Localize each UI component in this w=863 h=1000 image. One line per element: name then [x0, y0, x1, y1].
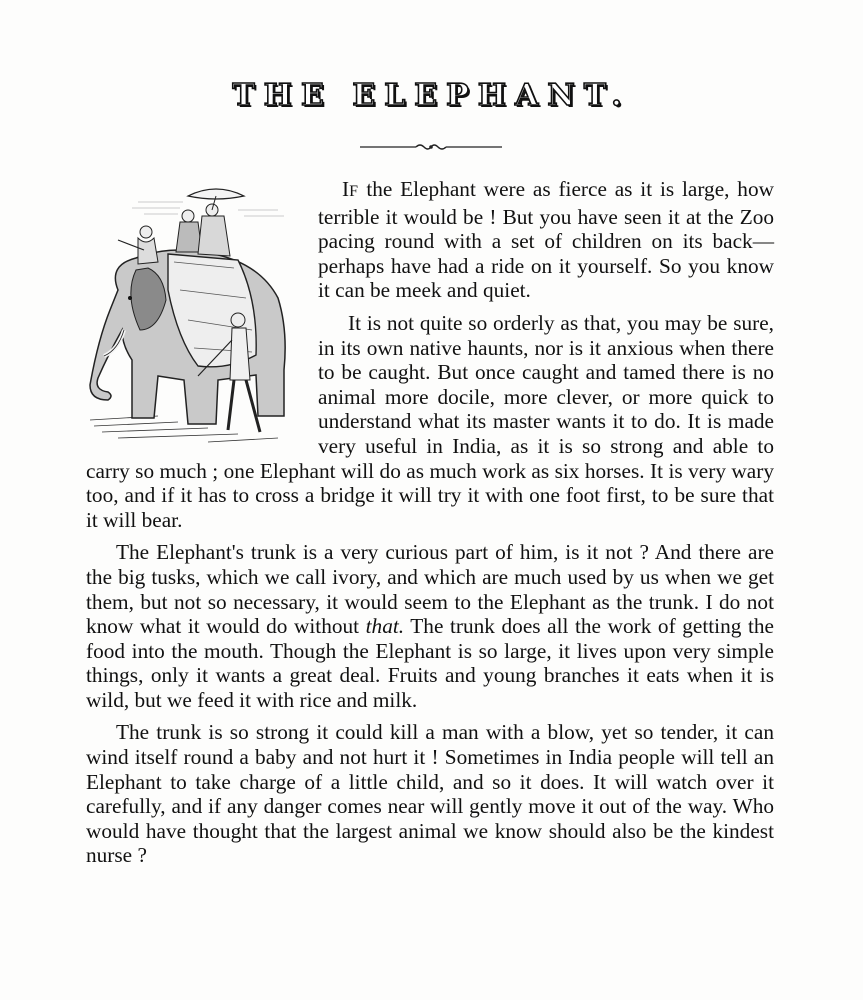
article-body: [86, 177, 774, 868]
paragraph-3-text-b: The trunk does all the work of getting the food into the mouth. Though the Elephant is so large, it lives upon very simple things, only it wants a great deal. Fruits and young branches it eats when it is wild, but we feed it with rice and milk.: [86, 614, 774, 712]
illustration-space: [86, 177, 318, 453]
paragraph-4: The trunk is so strong it could kill a man with a blow, yet so tender, it can wind itself round a baby and not hurt it ! Sometimes in India people will tell an Elephant to take charge of a little child, and so it does. It will watch over it carefully, and if any danger comes near will gently move it out of the way. Who would have thought that the largest animal we know should also be the kindest nurse ?: [86, 720, 774, 868]
page-title: THE ELEPHANT.: [232, 78, 631, 113]
title-ornament-rule: [360, 140, 502, 154]
paragraph-3-text-a: The Elephant's trunk is a very curious part of him, is it not ? And there are the big tusks, which we call ivory, and which are much used by us when we get them, but not so necessary, it would seem to the Elephant as the trunk. I do not know what it would do without: [86, 540, 774, 639]
paragraph-1-text: the Elephant were as fierce as it is large, how terrible it would be ! But you have seen it at the Zoo pacing round with a set of children on its back—perhaps have had a ride on it yourself. So you know it can be meek and quiet.: [318, 177, 774, 303]
emphasis-that: that.: [365, 614, 405, 639]
drop-initial: I: [342, 177, 350, 201]
paragraph-2: It is not quite so orderly as that, you may be sure, in its own native haunts, nor is it anxious when there to be caught. But once caught and tamed there is no animal more docile, more clever, or more quick to understand what its master wants it to do. It is made very useful in India, as it is so strong and able to carry so much ; one Elephant will do as much work as six horses. It is very wary too, and if it has to cross a bridge it will try it with one foot first, to be sure that it will bear.: [86, 310, 774, 532]
paragraph-3: [86, 540, 774, 712]
small-caps-letter: F: [349, 183, 359, 200]
